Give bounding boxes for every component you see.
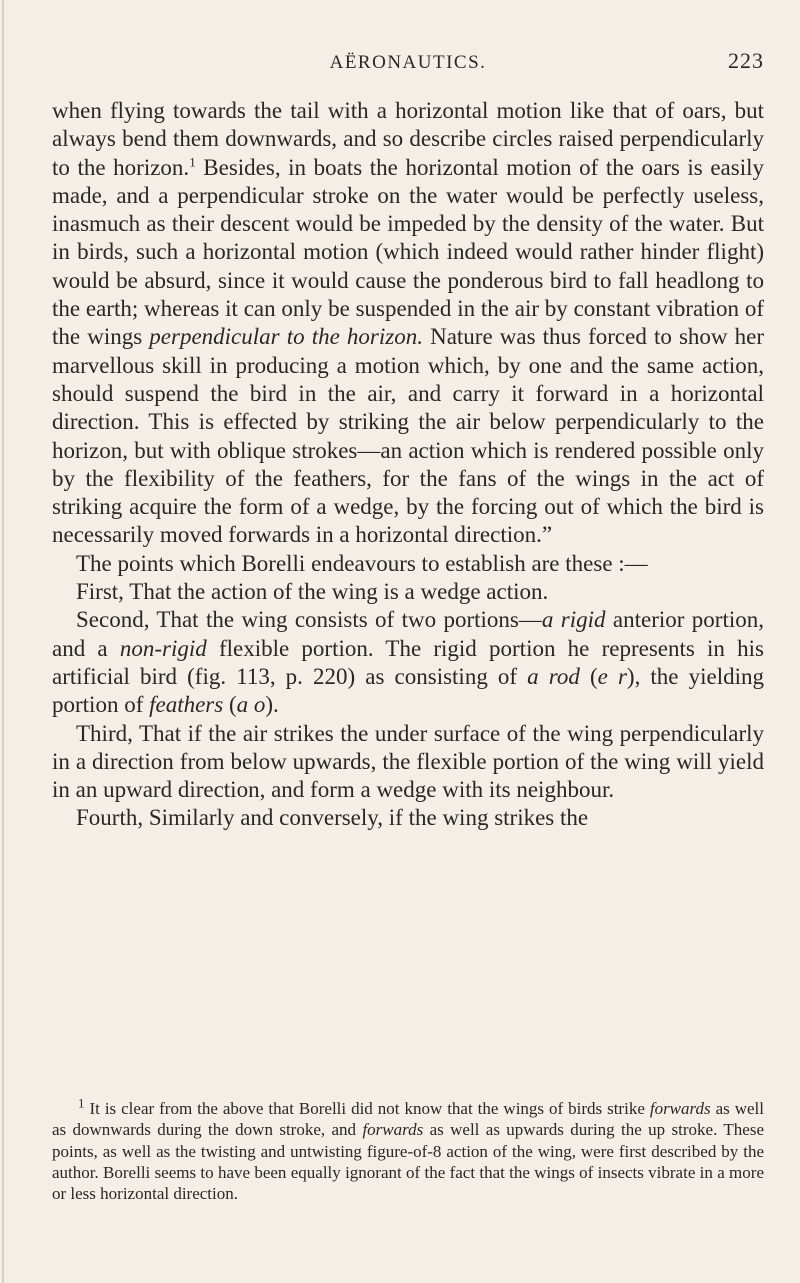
italic-run: non-rigid <box>119 635 207 661</box>
text-run: ), the yielding portion of <box>52 663 764 718</box>
italic-run: a rod <box>527 663 580 689</box>
text-run: It is clear from the above that Borelli did not know that the wings of birds strike <box>84 1099 650 1118</box>
footnotes <box>52 1095 765 1204</box>
footnote-mark: 1 <box>78 1095 85 1111</box>
paragraph-5: Third, That if the air strikes the under surface of the wing perpendicularly in a direction from below upwards, the flexible portion of the wing will yield in an upward direction, and form a wedge with its neighbour. <box>52 720 764 803</box>
text-run: as well as upwards during the up stroke. These points, as well as the twisting and untwisting figure-of-8 action of the wing, were first described by the author. Borelli seems to have been equally ignorant of the fact that the wings of insects vibrate in a more or less horizontal direction. <box>52 1120 765 1204</box>
paragraph-1 <box>52 97 764 550</box>
text-run: as well as downwards during the down stroke, and <box>52 1099 764 1140</box>
text-run: ( <box>579 663 598 689</box>
paragraph-2: The points which Borelli endeavours to establish are these :— <box>76 550 648 576</box>
paragraph-4 <box>52 606 764 719</box>
italic-run: a rigid <box>541 607 606 633</box>
text-run: ). <box>265 692 279 718</box>
text-run: when flying towards the tail with a horizontal motion like that of oars, but always bend them downwards, and so describe circles raised perpendicularly to the horizon. <box>52 98 764 180</box>
text-run: flexible portion. The rigid portion he represents in his artificial bird (fig. 113, p. 220) as consisting of <box>52 635 764 689</box>
text-run: Nature was thus forced to show her marvellous skill in producing a motion which, by one and the same action, should suspend the bird in the air, and carry it forward in a horizontal direction. This is effected by striking the air below perpendicularly to the horizon, but with oblique strokes—an action which is rendered possible only by the flexibility of the feathers, for the fans of the wings in the act of striking acquire the form of a wedge, by the forcing out of which the bird is necessarily moved forwards in a horizontal direction.” <box>52 324 764 548</box>
text-run: ( <box>223 692 237 718</box>
italic-run: forwards <box>362 1120 424 1140</box>
italic-run: forwards <box>649 1099 711 1118</box>
paragraph-6: Fourth, Similarly and conversely, if the wing strikes the <box>76 805 589 831</box>
footnote-ref: 1 <box>189 153 196 169</box>
footnote-1 <box>52 1095 765 1204</box>
page-edge <box>2 0 4 1283</box>
body-text <box>52 97 764 833</box>
page-number: 223 <box>728 48 764 73</box>
running-title: AËRONAUTICS. <box>329 52 487 73</box>
italic-run: feathers <box>149 692 224 718</box>
text-run: anterior portion, and a <box>52 607 764 661</box>
text-run: Second, That the wing consists of two portions— <box>76 607 542 633</box>
text-run: Besides, in boats the horizontal motion of the oars is easily made, and a perpendicular stroke on the water would be perfectly useless, inasmuch as their descent would be impeded by the density of the water. But in birds, such a horizontal motion (which indeed would rather hinder flight) would be absurd, since it would cause the ponderous bird to fall headlong to the earth; whereas it can only be suspended in the air by constant vibration of the wings <box>52 154 764 350</box>
italic-run: a o <box>236 692 266 718</box>
italic-run: perpendicular to the horizon. <box>149 324 423 350</box>
page-header <box>52 48 764 78</box>
italic-run: e r <box>597 663 627 689</box>
paragraph-3: First, That the action of the wing is a wedge action. <box>76 579 549 605</box>
